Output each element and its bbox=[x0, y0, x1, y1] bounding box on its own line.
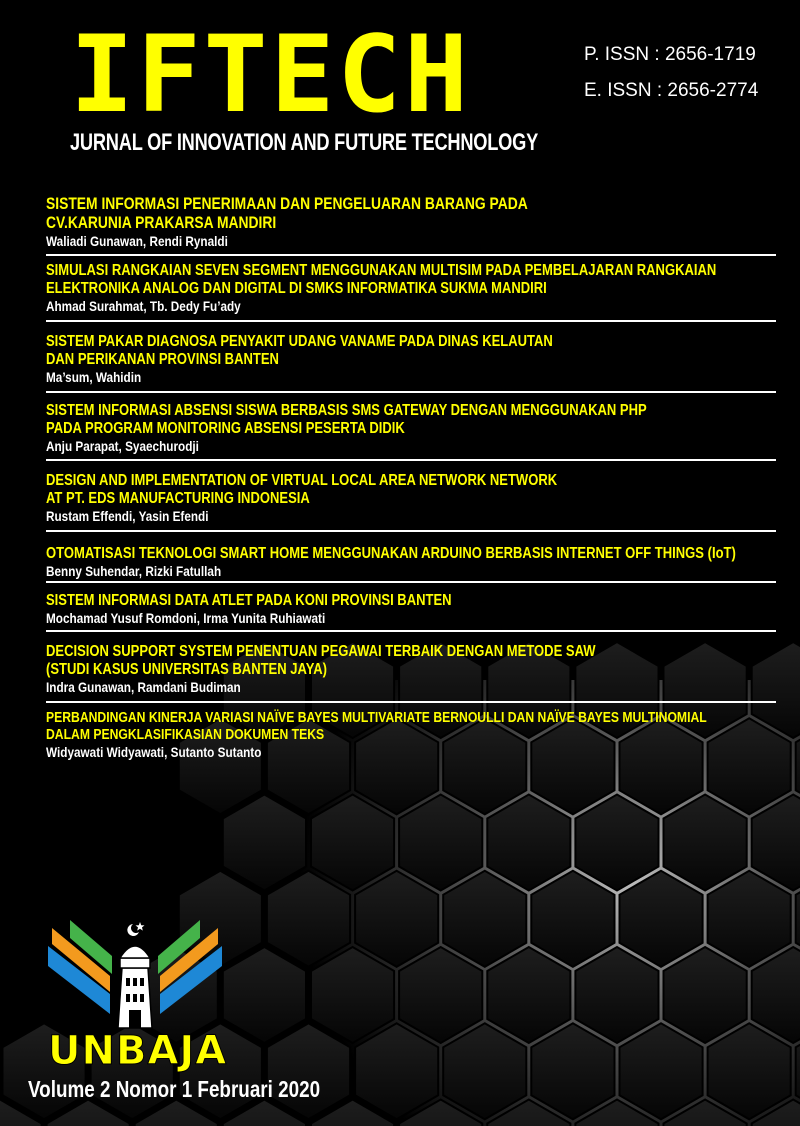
article-title-line: DESIGN AND IMPLEMENTATION OF VIRTUAL LOCAL AREA NETWORK NETWORK bbox=[46, 472, 558, 489]
article-title-line: DECISION SUPPORT SYSTEM PENENTUAN PEGAWAI TERBAIK DENGAN METODE SAW bbox=[46, 643, 596, 660]
divider-line bbox=[46, 459, 776, 461]
article-entry bbox=[46, 333, 776, 386]
divider-line bbox=[46, 530, 776, 532]
article-title-line: SISTEM INFORMASI ABSENSI SISWA BERBASIS SMS GATEWAY DENGAN MENGGUNAKAN PHP bbox=[46, 402, 647, 419]
article-authors: Waliadi Gunawan, Rendi Rynaldi bbox=[46, 233, 228, 249]
article-title-line: AT PT. EDS MANUFACTURING INDONESIA bbox=[46, 490, 310, 507]
article-title-line: OTOMATISASI TEKNOLOGI SMART HOME MENGGUNAKAN ARDUINO BERBASIS INTERNET OFF THINGS (IoT) bbox=[46, 545, 736, 562]
article-title-line: (STUDI KASUS UNIVERSITAS BANTEN JAYA) bbox=[46, 661, 327, 678]
article-entry bbox=[46, 472, 776, 525]
article-title-line: SISTEM INFORMASI PENERIMAAN DAN PENGELUARAN BARANG PADA bbox=[46, 195, 528, 213]
article-authors: Widyawati Widyawati, Sutanto Sutanto bbox=[46, 744, 262, 760]
article-title-line: PERBANDINGAN KINERJA VARIASI NAÏVE BAYES MULTIVARIATE BERNOULLI DAN NAÏVE BAYES MULTINOMIAL bbox=[46, 710, 707, 726]
article-title-line: SIMULASI RANGKAIAN SEVEN SEGMENT MENGGUNAKAN MULTISIM PADA PEMBELAJARAN RANGKAIAN bbox=[46, 262, 717, 279]
divider-line bbox=[46, 391, 776, 393]
article-entry bbox=[46, 262, 776, 315]
article-authors: Rustam Effendi, Yasin Efendi bbox=[46, 508, 209, 524]
divider-line bbox=[46, 581, 776, 583]
article-authors: Ma’sum, Wahidin bbox=[46, 369, 142, 385]
article-entry bbox=[46, 710, 776, 761]
article-entry bbox=[46, 195, 776, 250]
article-entry bbox=[46, 592, 776, 627]
university-logo-text: UNBAJA bbox=[48, 1028, 228, 1074]
article-authors: Benny Suhendar, Rizki Fatullah bbox=[46, 563, 222, 579]
article-title-line: DALAM PENGKLASIFIKASIAN DOKUMEN TEKS bbox=[46, 727, 325, 743]
article-entry bbox=[46, 545, 776, 580]
article-authors: Mochamad Yusuf Romdoni, Irma Yunita Ruhiawati bbox=[46, 610, 326, 626]
journal-logo-title: IFTECH bbox=[70, 13, 471, 136]
article-title-line: DAN PERIKANAN PROVINSI BANTEN bbox=[46, 351, 279, 368]
electronic-issn: E. ISSN : 2656-2774 bbox=[584, 80, 759, 101]
article-authors: Indra Gunawan, Ramdani Budiman bbox=[46, 679, 241, 695]
article-title-line: CV.KARUNIA PRAKARSA MANDIRI bbox=[46, 214, 277, 232]
divider-line bbox=[46, 701, 776, 703]
article-entry bbox=[46, 643, 776, 696]
divider-line bbox=[46, 320, 776, 322]
article-title-line: PADA PROGRAM MONITORING ABSENSI PESERTA DIDIK bbox=[46, 420, 405, 437]
print-issn: P. ISSN : 2656-1719 bbox=[584, 44, 756, 65]
article-title-line: SISTEM PAKAR DIAGNOSA PENYAKIT UDANG VANAME PADA DINAS KELAUTAN bbox=[46, 333, 553, 350]
unbaja-emblem bbox=[40, 918, 230, 1034]
article-title-line: SISTEM INFORMASI DATA ATLET PADA KONI PROVINSI BANTEN bbox=[46, 592, 452, 609]
divider-line bbox=[46, 630, 776, 632]
divider-line bbox=[46, 254, 776, 256]
article-authors: Ahmad Surahmat, Tb. Dedy Fu’ady bbox=[46, 298, 241, 314]
journal-subtitle: JURNAL OF INNOVATION AND FUTURE TECHNOLOGY bbox=[70, 129, 539, 156]
volume-info: Volume 2 Nomor 1 Februari 2020 bbox=[28, 1076, 321, 1102]
article-entry bbox=[46, 402, 776, 455]
article-title-line: ELEKTRONIKA ANALOG DAN DIGITAL DI SMKS INFORMATIKA SUKMA MANDIRI bbox=[46, 280, 547, 297]
article-authors: Anju Parapat, Syaechurodji bbox=[46, 438, 199, 454]
